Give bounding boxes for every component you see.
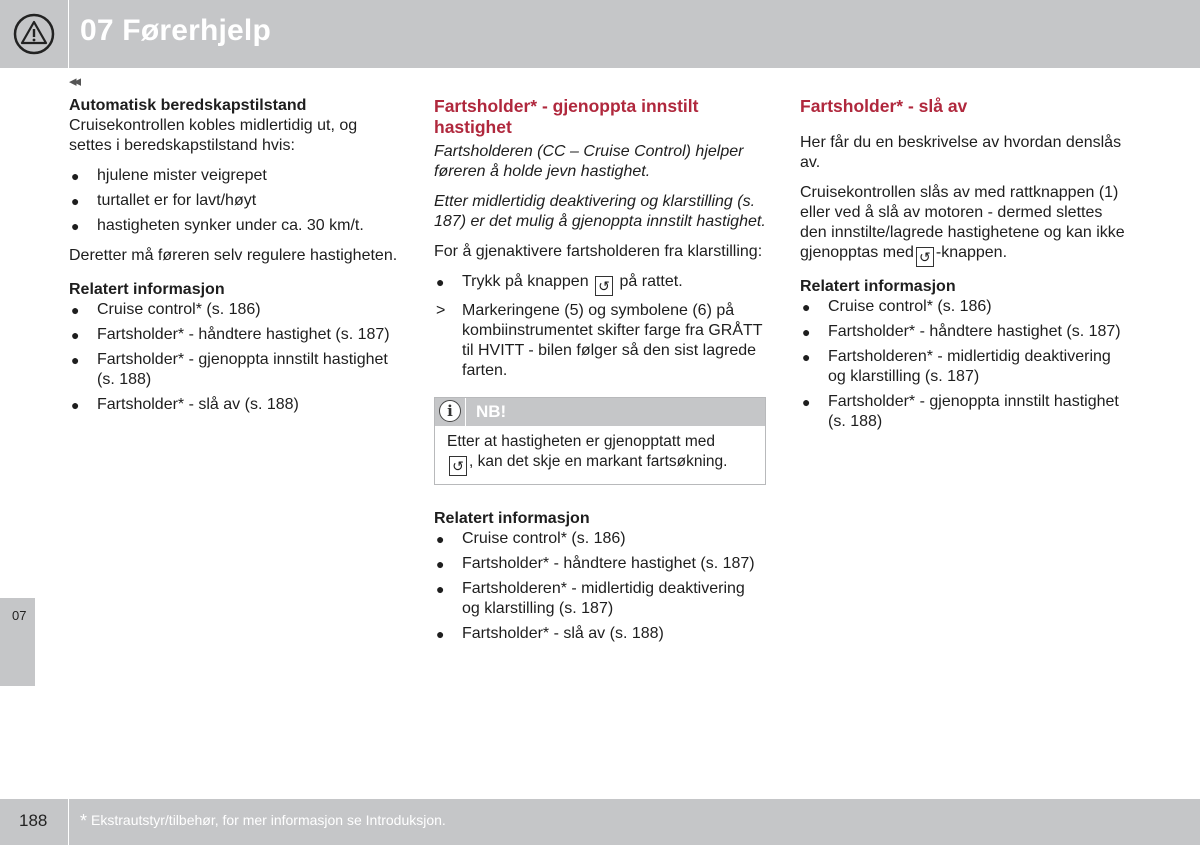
nb-title: NB! bbox=[476, 402, 507, 421]
step-item: ● Trykk på knappen ↺ på rattet. bbox=[436, 273, 683, 294]
column-resume bbox=[434, 96, 766, 654]
resume-steps bbox=[434, 272, 766, 381]
bullet-icon: ● bbox=[802, 394, 811, 410]
footnote: * Ekstrautstyr/tilbehør, for mer informasjon se Introduksjon. bbox=[80, 811, 446, 831]
related-link[interactable]: ● Cruise control* (s. 186) bbox=[802, 298, 992, 315]
related-link[interactable]: ● Fartsholder* - slå av (s. 188) bbox=[71, 396, 299, 413]
off-title: Fartsholder* - slå av bbox=[800, 96, 968, 116]
bullet-icon: ● bbox=[436, 531, 445, 547]
standby-conditions bbox=[69, 166, 401, 236]
related-link[interactable]: ● Cruise control* (s. 186) bbox=[71, 301, 261, 318]
related-heading: Relatert informasjon bbox=[69, 281, 225, 298]
bullet-icon: ● bbox=[802, 324, 811, 340]
resume-instruction: For å gjenaktivere fartsholderen fra klarstilling: bbox=[434, 243, 763, 260]
bullet-icon: ● bbox=[436, 274, 445, 290]
nb-note-box bbox=[434, 397, 766, 485]
bullet-icon: ● bbox=[71, 352, 80, 368]
related-link[interactable]: ● Fartsholder* - slå av (s. 188) bbox=[436, 625, 664, 642]
column-standby bbox=[69, 96, 401, 425]
resume-button-icon: ↺ bbox=[595, 276, 613, 296]
bullet-icon: ● bbox=[71, 302, 80, 318]
related-link[interactable]: ● Cruise control* (s. 186) bbox=[436, 530, 626, 547]
resume-italic-intro: Fartsholderen (CC – Cruise Control) hjelper føreren å holde jevn hastighet. bbox=[434, 143, 744, 180]
off-body: Cruisekontrollen slås av med rattknappen (1) eller ved å slå av motoren - dermed slettes den innstilte/lagrede hastighetene og kan ikke gjenopptas med ↺ -knappen. bbox=[800, 184, 1125, 265]
header-icon-box bbox=[0, 0, 69, 68]
bullet-icon: ● bbox=[436, 581, 445, 597]
info-icon: i bbox=[439, 400, 461, 422]
related-link[interactable]: ● Fartsholder* - gjenoppta innstilt hastighet (s. 188) bbox=[71, 351, 388, 388]
list-item: ● turtallet er for lavt/høyt bbox=[71, 192, 257, 209]
bullet-icon: ● bbox=[436, 556, 445, 572]
bullet-icon: ● bbox=[71, 327, 80, 343]
chapter-title: 07 Førerhjelp bbox=[80, 14, 271, 47]
bullet-icon: ● bbox=[71, 397, 80, 413]
related-link[interactable]: ● Fartsholderen* - midlertidig deaktivering og klarstilling (s. 187) bbox=[802, 348, 1111, 385]
related-list bbox=[434, 529, 766, 644]
result-item: > Markeringene (5) og symbolene (6) på kombiinstrumentet skifter farge fra GRÅTT til HVITT - bilen følger så den sist lagrede farten. bbox=[436, 302, 763, 379]
related-link[interactable]: ● Fartsholder* - gjenoppta innstilt hastighet (s. 188) bbox=[802, 393, 1119, 430]
bullet-icon: ● bbox=[71, 193, 80, 209]
related-link[interactable]: ● Fartsholder* - håndtere hastighet (s. 187) bbox=[802, 323, 1121, 340]
standby-intro: Cruisekontrollen kobles midlertidig ut, og settes i beredskapstilstand hvis: bbox=[69, 117, 358, 154]
related-list bbox=[800, 297, 1132, 432]
standby-heading: Automatisk beredskapstilstand bbox=[69, 97, 307, 114]
list-item: ● hastigheten synker under ca. 30 km/t. bbox=[71, 217, 364, 234]
related-link[interactable]: ● Fartsholder* - håndtere hastighet (s. 187) bbox=[71, 326, 390, 343]
back-arrow-icon[interactable]: ◂◂ bbox=[69, 73, 79, 90]
bullet-icon: ● bbox=[802, 299, 811, 315]
nb-note-header bbox=[435, 398, 765, 426]
resume-title: Fartsholder* - gjenoppta innstilt hastighet bbox=[434, 96, 699, 137]
warning-triangle-icon bbox=[13, 13, 55, 55]
resume-button-icon: ↺ bbox=[916, 247, 934, 267]
bullet-icon: ● bbox=[71, 218, 80, 234]
related-heading: Relatert informasjon bbox=[434, 510, 590, 527]
related-link[interactable]: ● Fartsholder* - håndtere hastighet (s. 187) bbox=[436, 555, 755, 572]
column-off bbox=[800, 96, 1132, 442]
bullet-icon: ● bbox=[436, 626, 445, 642]
related-link[interactable]: ● Fartsholderen* - midlertidig deaktivering og klarstilling (s. 187) bbox=[436, 580, 745, 617]
resume-button-icon: ↺ bbox=[449, 456, 467, 476]
bullet-icon: ● bbox=[71, 168, 80, 184]
off-intro: Her får du en beskrivelse av hvordan denslås av. bbox=[800, 134, 1122, 171]
list-item: ● hjulene mister veigrepet bbox=[71, 167, 267, 184]
chapter-side-tab-label: 07 bbox=[12, 608, 27, 623]
related-heading: Relatert informasjon bbox=[800, 278, 956, 295]
related-list bbox=[69, 300, 401, 415]
bullet-icon: ● bbox=[802, 349, 811, 365]
standby-after: Deretter må føreren selv regulere hastigheten. bbox=[69, 247, 398, 264]
nb-note-body: Etter at hastigheten er gjenopptatt med ↺ , kan det skje en markant fartsøkning. bbox=[447, 433, 728, 474]
resume-italic-note: Etter midlertidig deaktivering og klarstilling (s. 187) er det mulig å gjenoppta innstilt hastighet. bbox=[434, 193, 766, 230]
page-number: 188 bbox=[19, 811, 48, 830]
asterisk-icon: * bbox=[80, 811, 88, 831]
result-arrow-icon: > bbox=[436, 302, 446, 319]
